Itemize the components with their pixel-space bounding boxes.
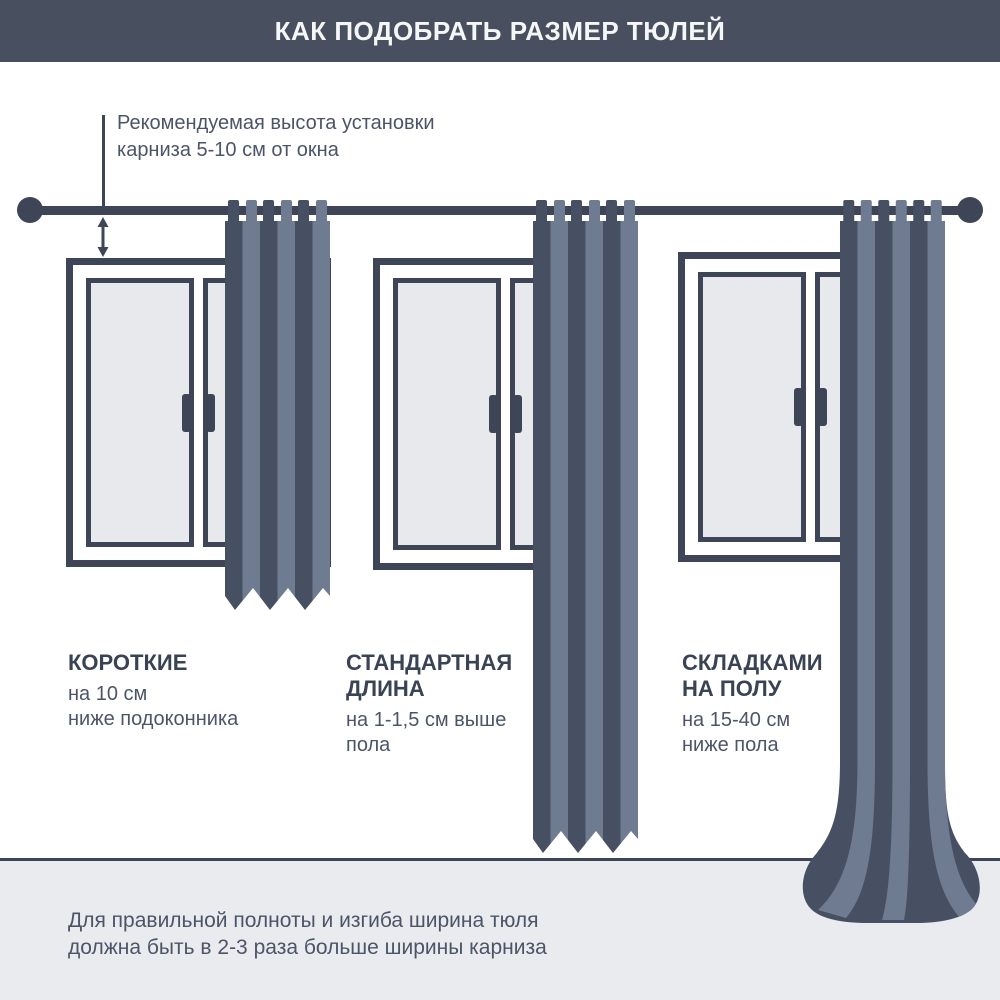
- option-heading: СКЛАДКАМИ: [682, 650, 823, 675]
- window-handle-icon: [182, 394, 191, 432]
- curtain-tab: [281, 200, 292, 223]
- curtain-standard-fabric: [533, 221, 638, 853]
- window-handle-icon: [489, 395, 498, 433]
- curtain-tab: [316, 200, 327, 223]
- window-2-left-pane: [393, 278, 501, 550]
- footer-note: [68, 907, 547, 961]
- option-heading: ДЛИНА: [346, 676, 425, 701]
- annotation-line-2: карниза 5-10 см от окна: [117, 139, 339, 161]
- footer-line-1: Для правильной полноты и изгиба ширина тюля: [68, 909, 539, 932]
- curtain-tab: [263, 200, 274, 223]
- option-desc: на 15-40 см: [682, 709, 791, 731]
- curtain-tab: [589, 200, 600, 223]
- curtain-tab: [913, 200, 924, 223]
- annotation-pointer-line: [102, 115, 105, 207]
- curtain-tab: [843, 200, 854, 223]
- curtain-tab: [554, 200, 565, 223]
- double-arrow-icon: [93, 216, 113, 258]
- curtain-tab: [298, 200, 309, 223]
- curtain-tab: [878, 200, 889, 223]
- window-handle-icon: [513, 395, 522, 433]
- curtain-tab: [536, 200, 547, 223]
- curtain-tab: [896, 200, 907, 223]
- annotation-text: [117, 110, 435, 164]
- option-heading: КОРОТКИЕ: [68, 650, 188, 675]
- window-1-left-pane: [86, 278, 194, 547]
- curtain-tab: [931, 200, 942, 223]
- annotation-line-1: Рекомендуемая высота установки: [117, 112, 435, 134]
- window-handle-icon: [206, 394, 215, 432]
- curtain-short-fabric: [225, 221, 330, 610]
- footer-line-2: должна быть в 2-3 раза больше ширины карниза: [68, 936, 547, 959]
- curtain-tab: [624, 200, 635, 223]
- curtain-tab: [246, 200, 257, 223]
- rod-finial-left-icon: [17, 197, 43, 223]
- curtain-pooling: [798, 200, 984, 925]
- header-bar: [0, 0, 1000, 62]
- option-desc: на 1-1,5 см выше: [346, 709, 507, 731]
- curtain-tab: [228, 200, 239, 223]
- curtain-standard: [533, 200, 638, 853]
- page-title: КАК ПОДОБРАТЬ РАЗМЕР ТЮЛЕЙ: [274, 15, 726, 46]
- curtain-tab: [606, 200, 617, 223]
- curtain-short: [225, 200, 330, 610]
- window-3-left-pane: [698, 272, 806, 542]
- option-heading: СТАНДАРТНАЯ: [346, 650, 513, 675]
- option-desc: ниже пола: [682, 734, 779, 756]
- option-desc: на 10 см: [68, 683, 148, 705]
- option-label-short: [68, 650, 308, 732]
- curtain-tab: [571, 200, 582, 223]
- option-desc: ниже подоконника: [68, 708, 239, 730]
- curtain-tab: [861, 200, 872, 223]
- option-heading: НА ПОЛУ: [682, 676, 782, 701]
- curtain-pooling-fabric: [803, 221, 980, 923]
- option-desc: пола: [346, 734, 391, 756]
